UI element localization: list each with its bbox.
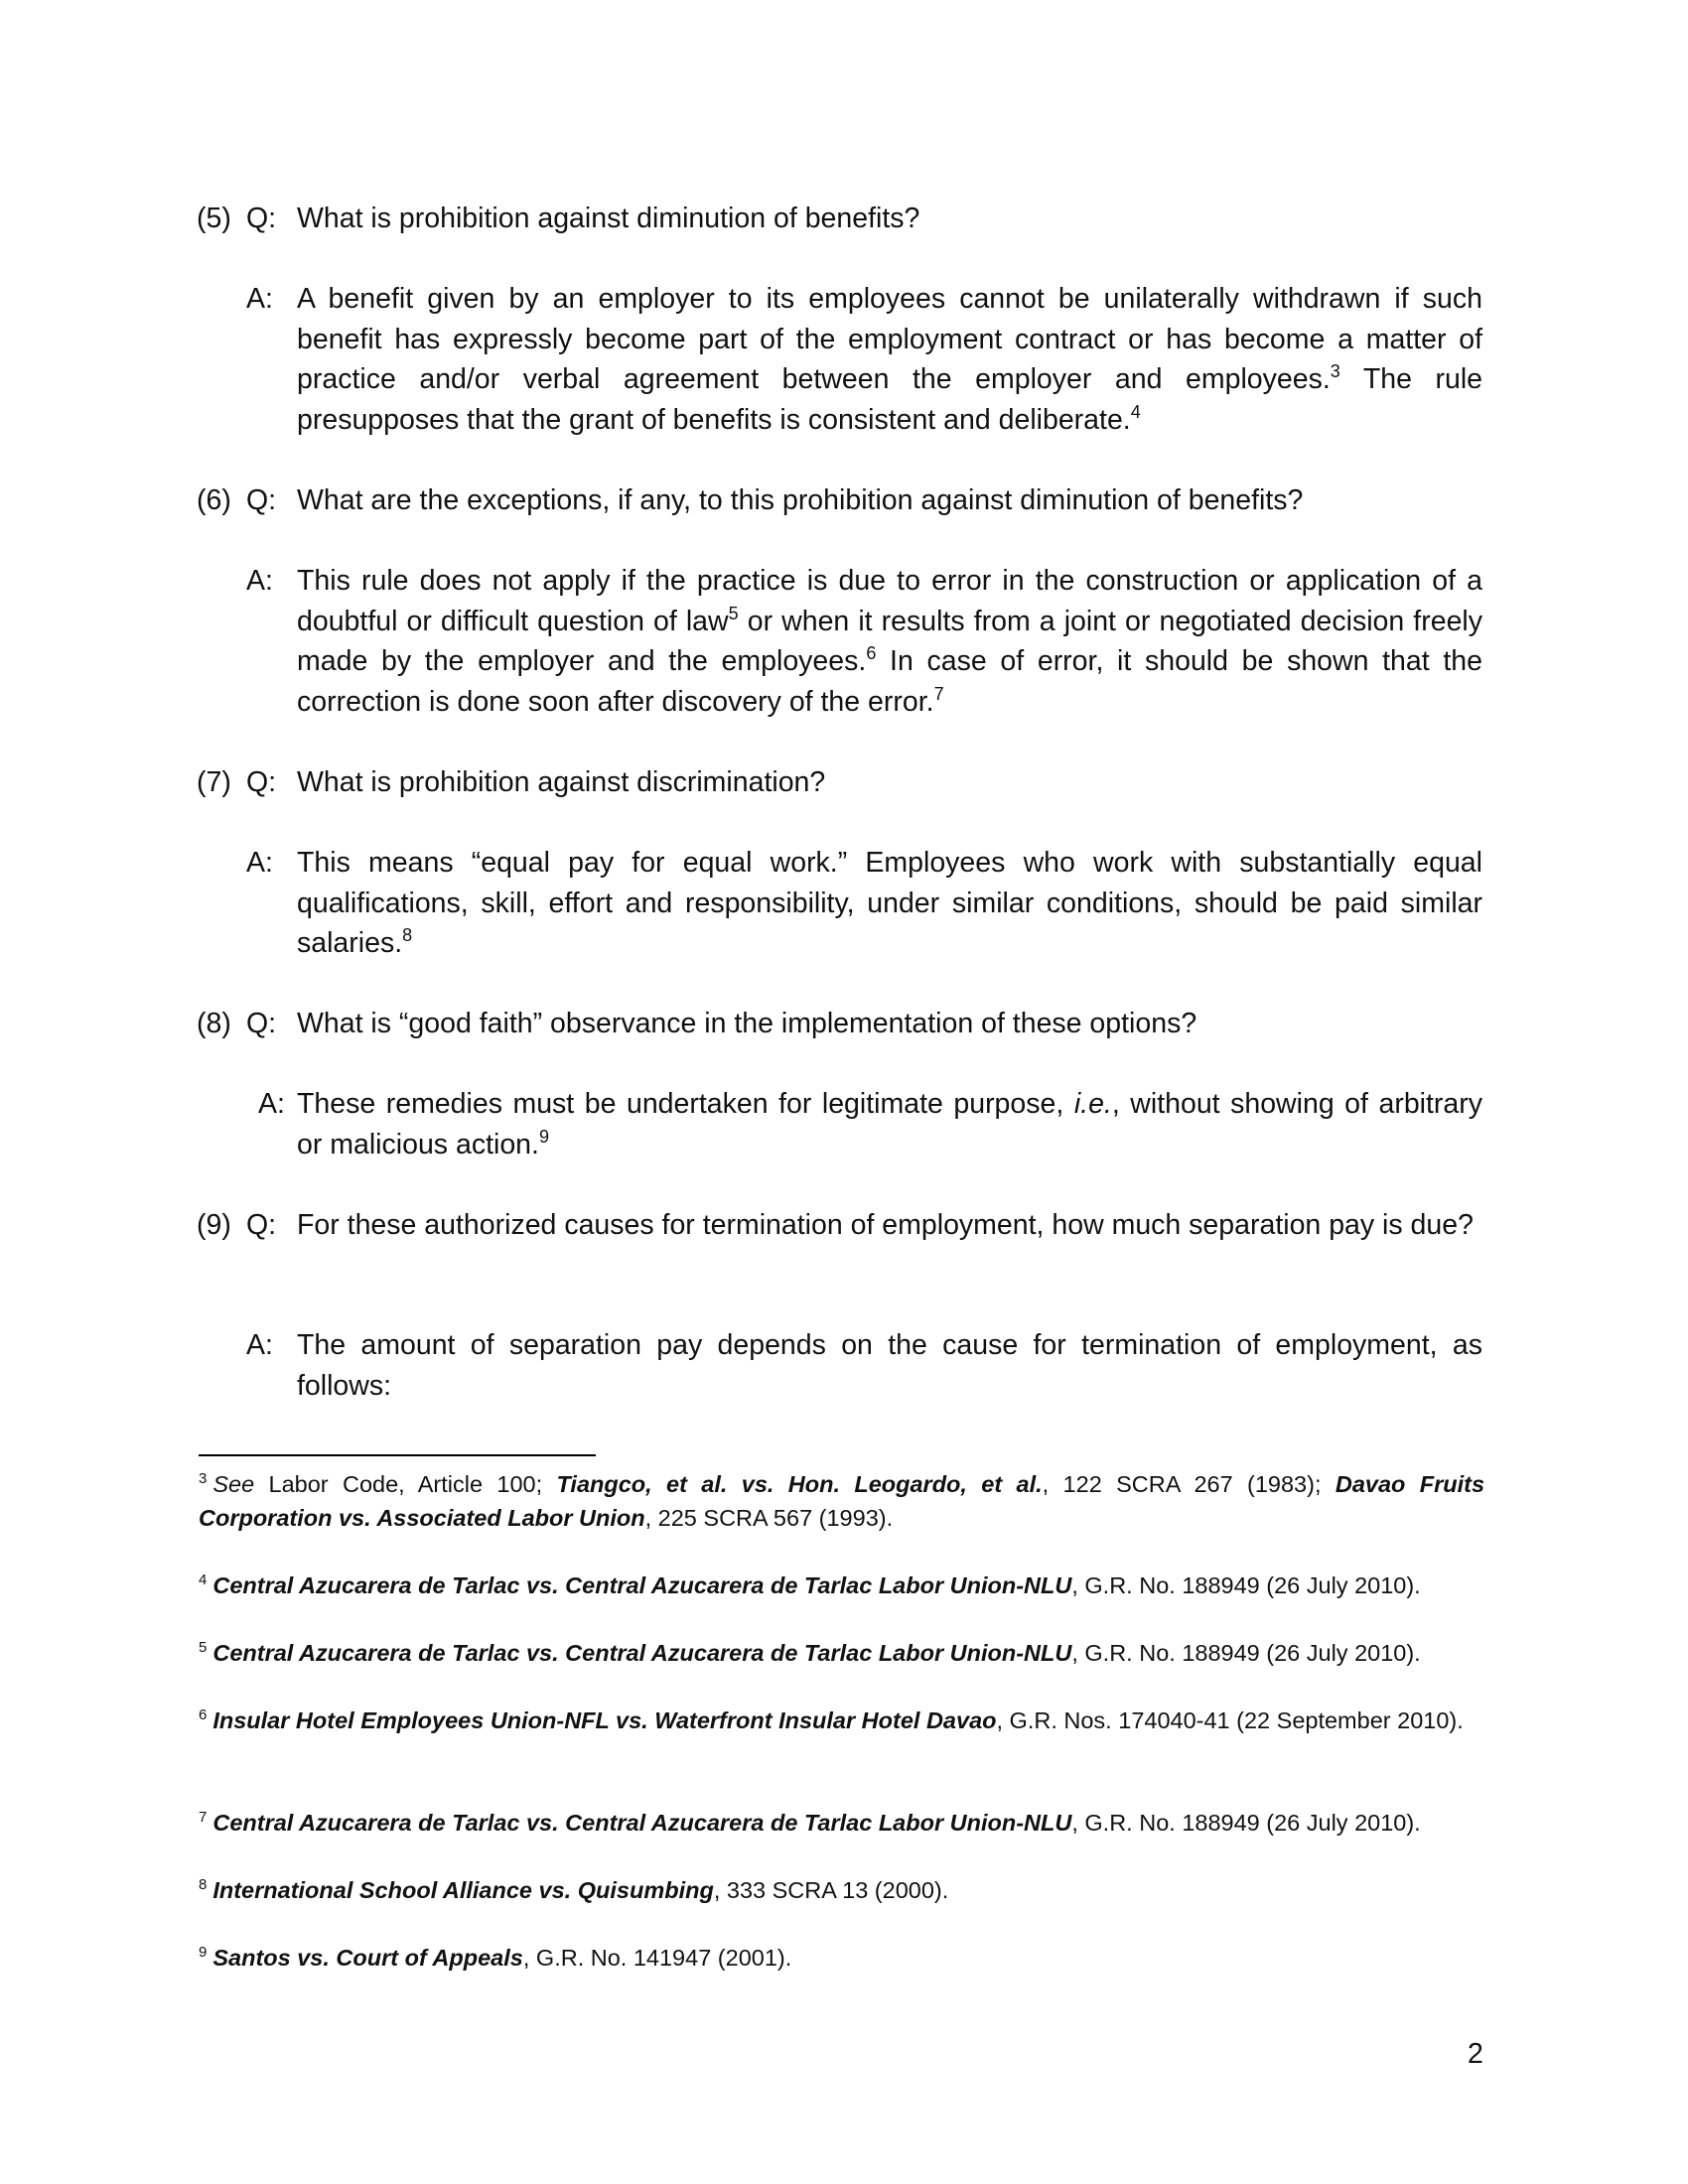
qa-item-7-answer bbox=[197, 843, 1482, 964]
answer-text: A benefit given by an employer to its employees cannot be unilaterally withdrawn if such benefit has expressly become part of the employment contract or has become a matter of practice and/or verbal agreement between the employer and employees.$^3$ The rule presupposes that the grant of benefits is consistent and deliberate.$^4$ bbox=[297, 283, 1482, 436]
answer-text: The amount of separation pay depends on the cause for termination of employment, as follows: bbox=[297, 1329, 1482, 1402]
question-text: What is “good faith” observance in the implementation of these options? bbox=[297, 1008, 1197, 1039]
question-label: Q: bbox=[246, 484, 277, 516]
item-number: (8) bbox=[197, 1008, 231, 1039]
answer-label: A: bbox=[246, 565, 273, 597]
footnote-6: $^6$ Insular Hotel Employees Union-NFL vs. Waterfront Insular Hotel Davao, G.R. Nos. 174040-41 (22 September 2010). bbox=[199, 1706, 1464, 1733]
footnote-3: $^3$ See Labor Code, Article 100; Tiangco, et al. vs. Hon. Leogardo, et al., 122 SCRA 267 (1983); Davao Fruits Corporation vs. Associated Labor Union, 225 SCRA 567 (1993). bbox=[199, 1470, 1485, 1531]
answer-text: These remedies must be undertaken for legitimate purpose, i.e., without showing of arbitrary or malicious action.$^9$ bbox=[297, 1088, 1482, 1160]
page-number: 2 bbox=[1468, 2038, 1483, 2070]
footnote-ref[interactable]: 3 bbox=[1330, 361, 1340, 381]
question-text: What is prohibition against discrimination? bbox=[297, 766, 826, 798]
qa-item-7-question bbox=[197, 762, 1482, 803]
footnote-separator bbox=[199, 1454, 596, 1456]
qa-item-8-answer bbox=[197, 1084, 1482, 1164]
footnote-ref[interactable]: 8 bbox=[402, 925, 413, 945]
answer-text: This rule does not apply if the practice is due to error in the construction or application of a doubtful or difficult question of law$^5$ or when it results from a joint or negotiated decision freely made by the employer and the employees.$^6$ In case of error, it should be shown that the correction is done soon after discovery of the error.$^7$ bbox=[297, 565, 1482, 718]
item-number: (9) bbox=[197, 1209, 231, 1241]
answer-label: A: bbox=[246, 1329, 273, 1361]
footnote-7: $^7$ Central Azucarera de Tarlac vs. Central Azucarera de Tarlac Labor Union-NLU, G.R. No. 188949 (26 July 2010). bbox=[199, 1809, 1421, 1836]
footnote-9: $^9$ Santos vs. Court of Appeals, G.R. No. 141947 (2001). bbox=[199, 1944, 792, 1971]
question-text: What is prohibition against diminution of benefits? bbox=[297, 203, 920, 234]
qa-item-9-answer bbox=[197, 1325, 1482, 1406]
footnote-ref[interactable]: 6 bbox=[866, 643, 877, 663]
footnote-8: $^8$ International School Alliance vs. Quisumbing, 333 SCRA 13 (2000). bbox=[199, 1876, 949, 1903]
item-number: (7) bbox=[197, 766, 231, 798]
footnote-4: $^4$ Central Azucarera de Tarlac vs. Central Azucarera de Tarlac Labor Union-NLU, G.R. No. 188949 (26 July 2010). bbox=[199, 1571, 1421, 1598]
qa-item-6-answer bbox=[197, 561, 1482, 722]
qa-item-9-question bbox=[197, 1205, 1482, 1246]
question-label: Q: bbox=[246, 203, 277, 234]
footnote-5: $^5$ Central Azucarera de Tarlac vs. Central Azucarera de Tarlac Labor Union-NLU, G.R. No. 188949 (26 July 2010). bbox=[199, 1639, 1421, 1666]
footnote-ref[interactable]: 9 bbox=[538, 1126, 549, 1147]
question-text: What are the exceptions, if any, to this prohibition against diminution of benefits? bbox=[297, 484, 1304, 516]
answer-label: A: bbox=[258, 1088, 285, 1120]
question-text: For these authorized causes for termination of employment, how much separation pay is due? bbox=[297, 1209, 1474, 1241]
qa-item-8-question bbox=[197, 1004, 1482, 1044]
item-number: (6) bbox=[197, 484, 231, 516]
question-label: Q: bbox=[246, 1008, 277, 1039]
answer-label: A: bbox=[246, 847, 273, 879]
question-label: Q: bbox=[246, 1209, 277, 1241]
answer-text: This means “equal pay for equal work.” Employees who work with substantially equal qualifications, skill, effort and responsibility, under similar conditions, should be paid similar salaries.$^8$ bbox=[297, 847, 1482, 959]
qa-item-6-question bbox=[197, 480, 1482, 521]
answer-label: A: bbox=[246, 283, 273, 315]
footnote-ref[interactable]: 7 bbox=[933, 683, 944, 704]
qa-item-5-answer bbox=[197, 279, 1482, 440]
footnote-ref[interactable]: 4 bbox=[1130, 401, 1141, 422]
question-label: Q: bbox=[246, 766, 277, 798]
footnote-ref[interactable]: 5 bbox=[728, 603, 739, 623]
item-number: (5) bbox=[197, 203, 231, 234]
qa-item-5-question bbox=[197, 199, 1482, 239]
